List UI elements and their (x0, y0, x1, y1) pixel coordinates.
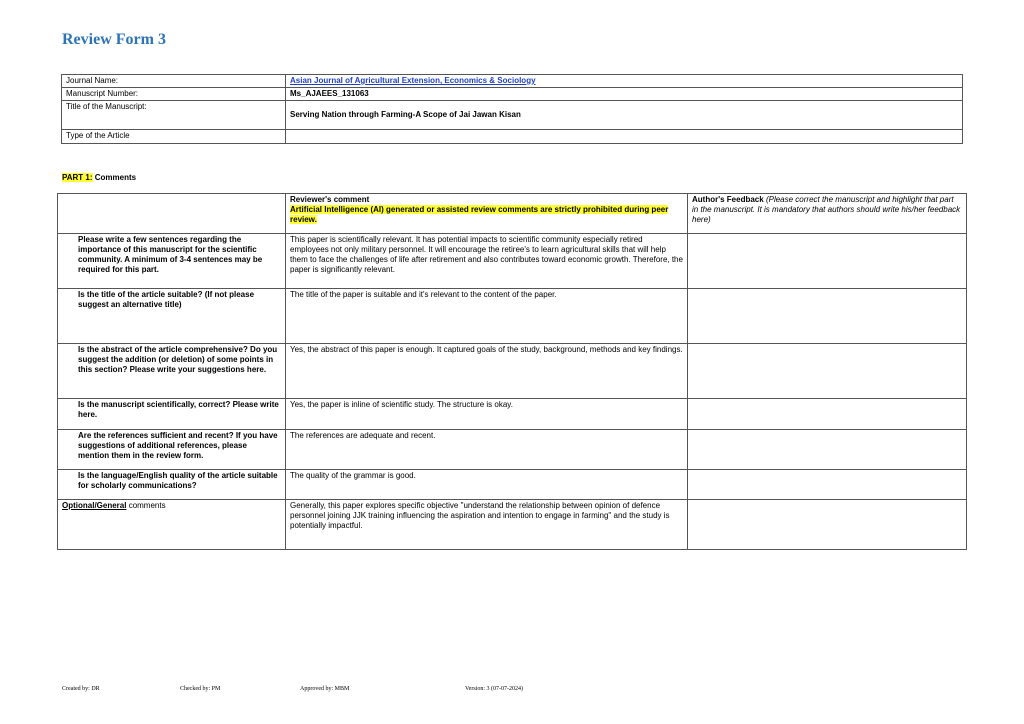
manuscript-info-table (61, 74, 963, 144)
question-cell: Is the language/English quality of the article suitable for scholarly communications? (58, 470, 286, 500)
manuscript-number-label: Manuscript Number: (62, 88, 286, 101)
reviewer-comment-cell: The quality of the grammar is good. (286, 470, 688, 500)
journal-link[interactable]: Asian Journal of Agricultural Extension, Economics & Sociology (286, 75, 963, 88)
manuscript-number-value: Ms_AJAEES_131063 (286, 88, 963, 101)
author-feedback-cell[interactable] (688, 289, 967, 344)
table-row (58, 234, 967, 289)
optional-label-suffix: comments (126, 501, 166, 510)
table-row (58, 344, 967, 399)
footer-checked: Checked by: PM (180, 686, 221, 692)
table-row (58, 470, 967, 500)
optional-label-cell (58, 500, 286, 550)
reviewer-comment-cell: Yes, the abstract of this paper is enough. It captured goals of the study, background, methods and key findings. (286, 344, 688, 399)
footer-approved: Approved by: MBM (300, 686, 350, 692)
reviewer-comment-cell: The title of the paper is suitable and it's relevant to the content of the paper. (286, 289, 688, 344)
header-row (58, 194, 967, 234)
reviewer-comment-title: Reviewer's comment (290, 195, 370, 204)
table-row (58, 399, 967, 430)
optional-row (58, 500, 967, 550)
author-header-cell (688, 194, 967, 234)
manuscript-title-value: Serving Nation through Farming-A Scope of Jai Jawan Kisan (286, 101, 963, 130)
reviewer-comment-cell: The references are adequate and recent. (286, 430, 688, 470)
question-cell: Is the manuscript scientifically, correct? Please write here. (58, 399, 286, 430)
author-feedback-note: (Please correct the manuscript and highlight that part in the manuscript. It is mandatory that authors should write his/her feedback here) (692, 195, 961, 224)
author-feedback-cell[interactable] (688, 500, 967, 550)
author-feedback-cell[interactable] (688, 344, 967, 399)
form-title: Review Form 3 (62, 31, 166, 48)
part-title: Comments (94, 173, 137, 182)
reviewer-header-cell (286, 194, 688, 234)
optional-label: Optional/General (62, 501, 127, 510)
manuscript-title-label: Title of the Manuscript: (62, 101, 286, 130)
journal-label: Journal Name: (62, 75, 286, 88)
footer-created: Created by: DR (62, 686, 100, 692)
table-row (58, 289, 967, 344)
part-heading (62, 173, 136, 182)
question-cell: Are the references sufficient and recent? If you have suggestions of additional references, please mention them in the review form. (58, 430, 286, 470)
table-row (58, 430, 967, 470)
footer-version: Version: 3 (07-07-2024) (465, 686, 523, 692)
author-feedback-cell[interactable] (688, 430, 967, 470)
author-feedback-cell[interactable] (688, 234, 967, 289)
author-feedback-title: Author's Feedback (692, 195, 764, 204)
empty-header-cell (58, 194, 286, 234)
author-feedback-cell[interactable] (688, 470, 967, 500)
reviewer-comment-cell: This paper is scientifically relevant. It has potential impacts to scientific community especially retired employees not only military personnel. It will encourage the retiree's to learn agricultural skills that will help them to face the challenges of life after retirement and also contributes toward economic growth. Therefore, the paper is significantly relevant. (286, 234, 688, 289)
question-cell: Is the abstract of the article comprehensive? Do you suggest the addition (or deletion) of some points in this section? Please write your suggestions here. (58, 344, 286, 399)
article-type-value (286, 130, 963, 144)
comments-table (57, 193, 967, 550)
reviewer-comment-cell: Yes, the paper is inline of scientific study. The structure is okay. (286, 399, 688, 430)
author-feedback-cell[interactable] (688, 399, 967, 430)
article-type-label: Type of the Article (62, 130, 286, 144)
ai-warning: Artificial Intelligence (AI) generated or assisted review comments are strictly prohibited during peer review. (290, 205, 669, 224)
question-cell: Is the title of the article suitable? (If not please suggest an alternative title) (58, 289, 286, 344)
optional-comment-cell: Generally, this paper explores specific objective "understand the relationship between opinion of defence personnel joining JJK training influencing the aspiration and intention to engage in farming" and the study is potentially impactful. (286, 500, 688, 550)
question-cell: Please write a few sentences regarding the importance of this manuscript for the scientific community. A minimum of 3-4 sentences may be required for this part. (58, 234, 286, 289)
part-label: PART 1: (62, 173, 93, 182)
